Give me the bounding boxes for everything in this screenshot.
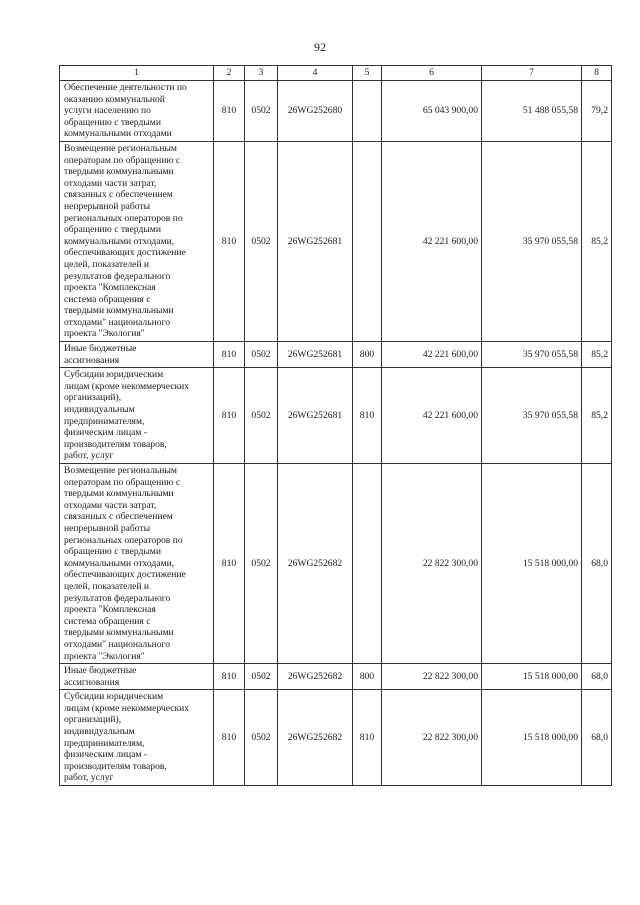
- table-row: [60, 368, 612, 464]
- page-number: 92: [314, 40, 326, 54]
- expense-name: Иные бюджетные ассигнования: [60, 664, 214, 690]
- expense-name: Субсидии юридическим лицам (кроме некоммерческих организаций), индивидуальным предпринимателям, физическим лицам - производителям товаров, работ, услуг: [60, 690, 214, 786]
- table-row: [60, 464, 612, 664]
- section-code: 0502: [245, 664, 278, 690]
- ministry-code: 810: [214, 464, 245, 664]
- ministry-code: 810: [214, 81, 245, 142]
- section-code: 0502: [245, 342, 278, 368]
- section-code: 0502: [245, 690, 278, 786]
- executed-amount: 35 970 055,58: [482, 368, 582, 464]
- section-code: 0502: [245, 141, 278, 341]
- ministry-code: 810: [214, 664, 245, 690]
- budget-table: [59, 65, 612, 786]
- planned-amount: 42 221 600,00: [382, 342, 482, 368]
- column-header: 1: [60, 66, 214, 81]
- expense-type-code: [353, 81, 382, 142]
- execution-percent: 85,2: [582, 368, 612, 464]
- execution-percent: 85,2: [582, 342, 612, 368]
- executed-amount: 15 518 000,00: [482, 690, 582, 786]
- expense-type-code: 810: [353, 690, 382, 786]
- column-header: 8: [582, 66, 612, 81]
- section-code: 0502: [245, 464, 278, 664]
- column-header: 3: [245, 66, 278, 81]
- section-code: 0502: [245, 81, 278, 142]
- section-code: 0502: [245, 368, 278, 464]
- execution-percent: 68,0: [582, 664, 612, 690]
- column-header: 5: [353, 66, 382, 81]
- expense-name: Обеспечение деятельности по оказанию коммунальной услуги населению по обращению с твердыми коммунальными отходами: [60, 81, 214, 142]
- expense-type-code: [353, 464, 382, 664]
- column-header: 6: [382, 66, 482, 81]
- expense-name: Возмещение региональным операторам по обращению с твердыми коммунальными отходами части затрат, связанных с обеспечением непрерывной работы региональных операторов по обращению с твердыми коммунальными отходами, обеспечивающих достижение целей, показателей и результатов федерального проекта "Комплексная система обращения с твердыми коммунальными отходами" национального проекта "Экология": [60, 464, 214, 664]
- executed-amount: 15 518 000,00: [482, 464, 582, 664]
- execution-percent: 85,2: [582, 141, 612, 341]
- executed-amount: 35 970 055,58: [482, 141, 582, 341]
- expense-type-code: 810: [353, 368, 382, 464]
- target-code: 26WG252682: [278, 664, 353, 690]
- table-row: [60, 81, 612, 142]
- execution-percent: 68,0: [582, 464, 612, 664]
- ministry-code: 810: [214, 368, 245, 464]
- target-code: 26WG252680: [278, 81, 353, 142]
- planned-amount: 65 043 900,00: [382, 81, 482, 142]
- expense-type-code: [353, 141, 382, 341]
- executed-amount: 35 970 055,58: [482, 342, 582, 368]
- header-row: [60, 66, 612, 81]
- table-row: [60, 690, 612, 786]
- ministry-code: 810: [214, 342, 245, 368]
- executed-amount: 15 518 000,00: [482, 664, 582, 690]
- target-code: 26WG252682: [278, 690, 353, 786]
- expense-name: Субсидии юридическим лицам (кроме некоммерческих организаций), индивидуальным предпринимателям, физическим лицам - производителям товаров, работ, услуг: [60, 368, 214, 464]
- execution-percent: 79,2: [582, 81, 612, 142]
- target-code: 26WG252682: [278, 464, 353, 664]
- ministry-code: 810: [214, 141, 245, 341]
- planned-amount: 22 822 300,00: [382, 690, 482, 786]
- planned-amount: 42 221 600,00: [382, 368, 482, 464]
- expense-type-code: 800: [353, 664, 382, 690]
- target-code: 26WG252681: [278, 141, 353, 341]
- ministry-code: 810: [214, 690, 245, 786]
- target-code: 26WG252681: [278, 368, 353, 464]
- planned-amount: 42 221 600,00: [382, 141, 482, 341]
- target-code: 26WG252681: [278, 342, 353, 368]
- column-header: 2: [214, 66, 245, 81]
- execution-percent: 68,0: [582, 690, 612, 786]
- table-row: [60, 664, 612, 690]
- table-row: [60, 141, 612, 341]
- expense-name: Иные бюджетные ассигнования: [60, 342, 214, 368]
- planned-amount: 22 822 300,00: [382, 464, 482, 664]
- executed-amount: 51 488 055,58: [482, 81, 582, 142]
- expense-type-code: 800: [353, 342, 382, 368]
- column-header: 4: [278, 66, 353, 81]
- planned-amount: 22 822 300,00: [382, 664, 482, 690]
- column-header: 7: [482, 66, 582, 81]
- expense-name: Возмещение региональным операторам по обращению с твердыми коммунальными отходами части затрат, связанных с обеспечением непрерывной работы региональных операторов по обращению с твердыми коммунальными отходами, обеспечивающих достижение целей, показателей и результатов федерального проекта "Комплексная система обращения с твердыми коммунальными отходами" национального проекта "Экология": [60, 141, 214, 341]
- table-row: [60, 342, 612, 368]
